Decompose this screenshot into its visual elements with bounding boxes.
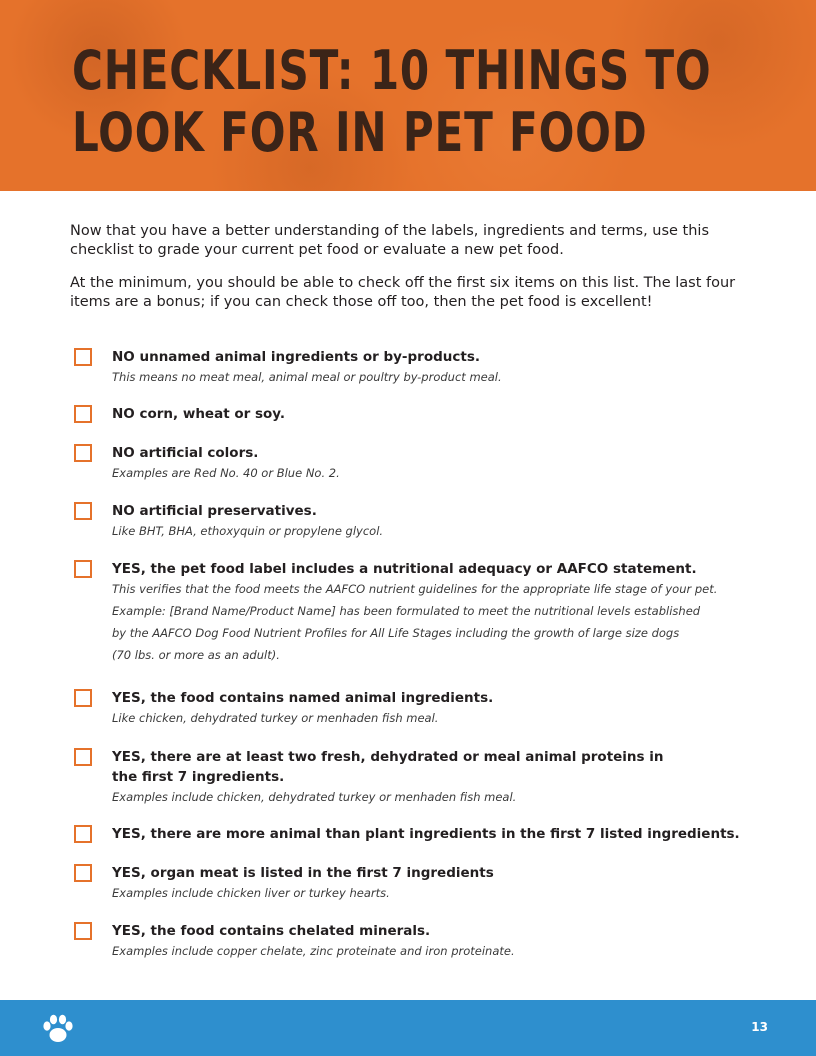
checkbox[interactable] [74, 922, 92, 940]
checklist-item-note: Examples are Red No. 40 or Blue No. 2. [112, 466, 340, 480]
page-title-line-2: LOOK FOR IN PET FOOD [72, 101, 648, 164]
checkbox[interactable] [74, 748, 92, 766]
checklist-item-title: YES, there are at least two fresh, dehydrated or meal animal proteins in the first 7 ingredients. [112, 749, 664, 785]
checkbox[interactable] [74, 348, 92, 366]
checklist-item-note: Example: [Brand Name/Product Name] has been formulated to meet the nutritional levels established [112, 604, 701, 618]
page-title [72, 39, 712, 164]
page-number: 13 [751, 1020, 768, 1034]
page-title-line-1: CHECKLIST: 10 THINGS TO [72, 39, 712, 102]
checkbox[interactable] [74, 864, 92, 882]
checklist-item-note: Examples include chicken, dehydrated turkey or menhaden fish meal. [112, 790, 517, 804]
checklist-item-note: Like BHT, BHA, ethoxyquin or propylene glycol. [112, 524, 384, 538]
checklist-item-note: Examples include chicken liver or turkey hearts. [112, 886, 390, 900]
checklist-item-note: by the AAFCO Dog Food Nutrient Profiles for All Life Stages including the growth of large size dogs [112, 626, 680, 640]
checkbox[interactable] [74, 825, 92, 843]
checklist-item-title: YES, organ meat is listed in the first 7 ingredients [112, 865, 494, 881]
intro-text [70, 222, 750, 326]
checklist-item-title: YES, there are more animal than plant ingredients in the first 7 listed ingredients. [112, 826, 740, 842]
checklist-item-title: YES, the food contains named animal ingredients. [112, 690, 494, 706]
checkbox[interactable] [74, 560, 92, 578]
checklist-item-note: Examples include copper chelate, zinc proteinate and iron proteinate. [112, 944, 515, 958]
intro-paragraph-1: Now that you have a better understanding of the labels, ingredients and terms, use this checklist to grade your current pet food or evaluate a new pet food. [70, 223, 710, 258]
checklist-item-note: Like chicken, dehydrated turkey or menhaden fish meal. [112, 711, 439, 725]
checklist-item-title: NO unnamed animal ingredients or by-products. [112, 349, 481, 365]
checklist-item-title: NO artificial colors. [112, 445, 259, 461]
checkbox[interactable] [74, 502, 92, 520]
checklist-item-title: NO artificial preservatives. [112, 503, 317, 519]
intro-paragraph-2: At the minimum, you should be able to check off the first six items on this list. The last four items are a bonus; if you can check those off too, then the pet food is excellent! [70, 275, 736, 310]
checklist-item-note: This means no meat meal, animal meal or poultry by-product meal. [112, 370, 502, 384]
paw-print-icon [42, 1014, 74, 1044]
checklist-item-title: YES, the food contains chelated minerals. [112, 923, 431, 939]
checklist-item-note: This verifies that the food meets the AAFCO nutrient guidelines for the appropriate life stage of your pet. [112, 582, 718, 596]
footer-banner [0, 1000, 816, 1056]
checklist-item-title: NO corn, wheat or soy. [112, 406, 285, 422]
checkbox[interactable] [74, 405, 92, 423]
checklist-item-note: (70 lbs. or more as an adult). [112, 648, 280, 662]
checklist-item-title: YES, the pet food label includes a nutritional adequacy or AAFCO statement. [112, 561, 697, 577]
checkbox[interactable] [74, 689, 92, 707]
header-banner [0, 0, 816, 191]
checkbox[interactable] [74, 444, 92, 462]
